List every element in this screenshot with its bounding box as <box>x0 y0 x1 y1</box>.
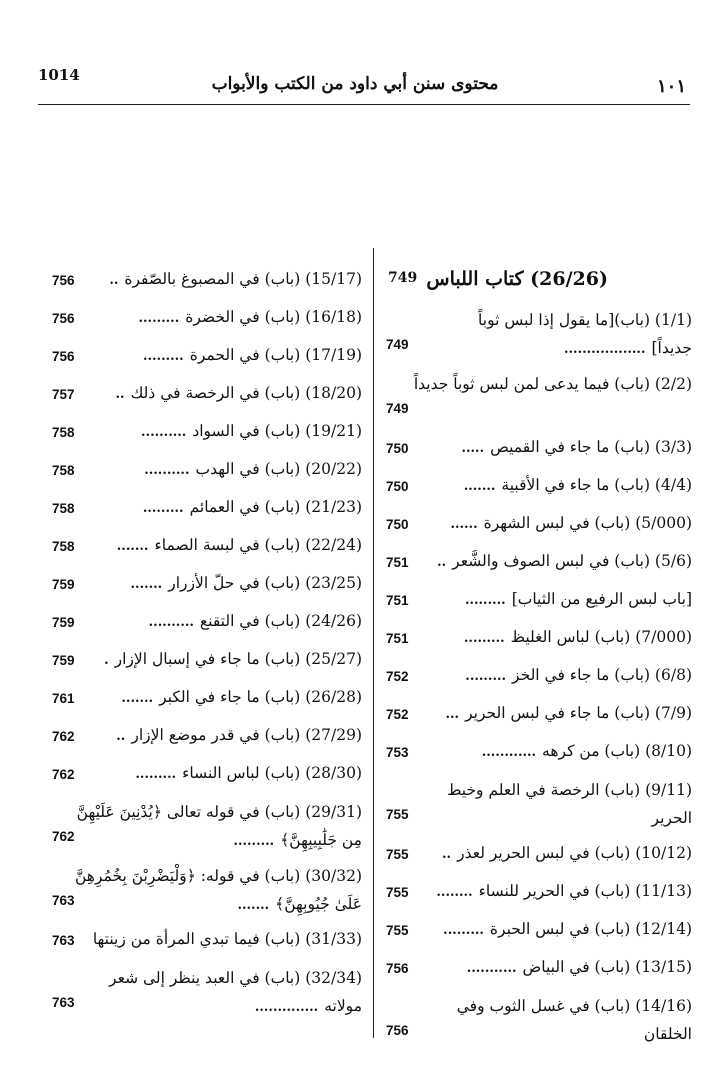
toc-entry <box>40 960 368 1024</box>
toc-entry-page-number: 762 <box>52 729 75 744</box>
toc-entry-label: (13/15) (باب) في البياض <box>522 958 692 976</box>
toc-leader-dots: .............. <box>254 1000 319 1015</box>
toc-entry <box>380 366 698 430</box>
toc-entry <box>40 718 368 756</box>
toc-entry-title <box>66 646 362 674</box>
toc-entry-label: (9/11) (باب) الرخصة في العلم وخيط الحرير <box>447 781 692 827</box>
page-number-latin: 1014 <box>38 66 80 84</box>
toc-entry-page-number: 749 <box>386 401 409 416</box>
toc-entry-page-number: 758 <box>52 539 75 554</box>
toc-entry-title <box>66 342 362 370</box>
toc-leader-dots: . <box>104 653 109 668</box>
toc-entry-label: (3/3) (باب) ما جاء في القميص <box>490 438 692 456</box>
toc-entry-page-number: 750 <box>386 441 409 456</box>
toc-entry-page-number: 749 <box>386 337 409 352</box>
toc-entry-title <box>66 760 362 788</box>
toc-entry-page-number: 763 <box>52 995 75 1010</box>
toc-leader-dots: ...... <box>450 517 478 532</box>
toc-entry-label: (2/2) (باب) فيما يدعى لمن لبس ثوباً جديداً <box>413 375 692 393</box>
toc-entry-page-number: 756 <box>52 311 75 326</box>
toc-entry-label: (19/21) (باب) في السواد <box>192 422 362 440</box>
toc-entry <box>40 858 368 922</box>
toc-entry-page-number: 755 <box>386 807 409 822</box>
toc-entry <box>380 734 698 772</box>
toc-entry-page-number: 756 <box>52 349 75 364</box>
toc-entry-page-number: 758 <box>52 463 75 478</box>
toc-leader-dots: ......... <box>463 631 505 646</box>
toc-entry <box>40 414 368 452</box>
toc-leader-dots: ......... <box>233 834 275 849</box>
toc-entry-label: (10/12) (باب) في لبس الحرير لعذر <box>457 844 692 862</box>
toc-entry-title <box>66 862 362 920</box>
toc-entry <box>380 582 698 620</box>
toc-entry-page-number: 751 <box>386 593 409 608</box>
toc-entry <box>40 490 368 528</box>
toc-entry <box>380 772 698 836</box>
toc-leader-dots: ....... <box>237 898 270 913</box>
toc-entry-label: (1/1) (باب)[ما يقول إذا لبس ثوباً جديداً] <box>478 311 692 357</box>
toc-entry-label: (28/30) (باب) لباس النساء <box>182 764 362 782</box>
toc-entry-label: (30/32) (باب) في قوله: ﴿وَلْيَضْرِبْنَ بِخُمُرِهِنَّ عَلَىٰ جُيُوبِهِنَّ﴾ <box>74 867 362 913</box>
toc-leader-dots: ......... <box>142 501 184 516</box>
toc-entry-label: (6/8) (باب) ما جاء في الخز <box>512 666 692 684</box>
toc-entry-label: (11/13) (باب) في الحرير للنساء <box>478 882 692 900</box>
toc-leader-dots: .. <box>442 847 452 862</box>
toc-column-right <box>380 262 698 1052</box>
toc-entry <box>40 300 368 338</box>
toc-leader-dots: ....... <box>463 479 496 494</box>
toc-leader-dots: ......... <box>138 311 180 326</box>
toc-entry-page-number: 759 <box>52 577 75 592</box>
toc-entry-page-number: 758 <box>52 501 75 516</box>
toc-entry-page-number: 759 <box>52 653 75 668</box>
toc-leader-dots: .. <box>437 555 447 570</box>
toc-leader-dots: ....... <box>130 577 163 592</box>
toc-entry-page-number: 759 <box>52 615 75 630</box>
toc-leader-dots: ....... <box>116 539 149 554</box>
toc-entry-label: (24/26) (باب) في التقنع <box>199 612 362 630</box>
toc-entry-page-number: 756 <box>386 1023 409 1038</box>
toc-entry-title <box>406 662 692 690</box>
toc-entry-label: (16/18) (باب) في الخضرة <box>185 308 362 326</box>
toc-leader-dots: ......... <box>135 767 177 782</box>
header-rule <box>38 104 690 105</box>
toc-column-left <box>40 262 368 1024</box>
toc-leader-dots: ........... <box>466 961 517 976</box>
toc-entry-title <box>406 548 692 576</box>
chapter-title: (26/26) كتاب اللباس <box>426 268 608 290</box>
chapter-page-number: 749 <box>388 270 418 286</box>
toc-entry-title <box>66 684 362 712</box>
toc-entry-title <box>66 380 362 408</box>
toc-entry-page-number: 757 <box>52 387 75 402</box>
toc-leader-dots: ..... <box>461 441 485 456</box>
toc-entry <box>380 912 698 950</box>
toc-entry <box>380 874 698 912</box>
toc-entry <box>380 506 698 544</box>
toc-entry-label: (5/000) (باب) في لبس الشهرة <box>483 514 692 532</box>
toc-entry-title <box>406 916 692 944</box>
toc-entry-title <box>406 624 692 652</box>
toc-leader-dots: ......... <box>142 349 184 364</box>
toc-entry-page-number: 756 <box>52 273 75 288</box>
toc-entry <box>380 302 698 366</box>
toc-leader-dots: ......... <box>464 593 506 608</box>
toc-entry-label: (15/17) (باب) في المصبوغ بالصّفرة <box>124 270 362 288</box>
toc-entry <box>380 430 698 468</box>
toc-entry-title <box>406 434 692 462</box>
toc-entry-title <box>406 586 692 614</box>
toc-entry-page-number: 763 <box>52 933 75 948</box>
toc-entry <box>40 680 368 718</box>
toc-leader-dots: ............ <box>481 745 537 760</box>
toc-entry-label: (17/19) (باب) في الحمرة <box>189 346 362 364</box>
toc-entry-title <box>406 700 692 728</box>
toc-leader-dots: ....... <box>121 691 154 706</box>
toc-entry-label: (22/24) (باب) في لبسة الصماء <box>154 536 362 554</box>
toc-entry-page-number: 762 <box>52 829 75 844</box>
toc-entry-title <box>406 840 692 868</box>
toc-entry-title <box>66 532 362 560</box>
toc-entry <box>40 338 368 376</box>
toc-entry-page-number: 755 <box>386 885 409 900</box>
toc-entry-page-number: 751 <box>386 555 409 570</box>
toc-entry-label: (25/27) (باب) ما جاء في إسبال الإزار <box>114 650 362 668</box>
toc-entry-title <box>66 722 362 750</box>
toc-entry <box>380 658 698 696</box>
toc-entry-label: (29/31) (باب) في قوله تعالى ﴿يُدْنِينَ عَلَيْهِنَّ مِن جَلَٰبِيبِهِنَّ﴾ <box>76 803 362 849</box>
toc-entry-title <box>66 494 362 522</box>
toc-entry-label: (20/22) (باب) في الهدب <box>195 460 362 478</box>
toc-entry-label: (14/16) (باب) في غسل الثوب وفي الخلقان <box>456 997 692 1043</box>
toc-leader-dots: ... <box>445 707 460 722</box>
toc-entry <box>40 452 368 490</box>
toc-entry-label: [باب لبس الرفيع من الثياب] <box>511 590 692 608</box>
toc-entry <box>380 696 698 734</box>
toc-entry-title <box>406 954 692 982</box>
toc-entry <box>380 988 698 1052</box>
toc-entry <box>380 468 698 506</box>
toc-entry-title <box>406 306 692 364</box>
toc-entry-label: (7/000) (باب) لباس الغليظ <box>510 628 692 646</box>
toc-entry-label: (5/6) (باب) في لبس الصوف والشَّعر <box>452 552 692 570</box>
toc-entry-title <box>406 878 692 906</box>
toc-entry-title <box>66 456 362 484</box>
toc-entry-page-number: 763 <box>52 893 75 908</box>
toc-entry-label: (26/28) (باب) ما جاء في الكبر <box>159 688 362 706</box>
column-divider <box>373 248 374 1038</box>
toc-entry-title <box>66 608 362 636</box>
toc-entry <box>40 794 368 858</box>
toc-entry-page-number: 758 <box>52 425 75 440</box>
toc-entry-page-number: 755 <box>386 923 409 938</box>
toc-entry-title <box>406 776 692 832</box>
toc-entry-page-number: 755 <box>386 847 409 862</box>
toc-entry-label: (12/14) (باب) في لبس الحبرة <box>489 920 692 938</box>
toc-entry-page-number: 750 <box>386 479 409 494</box>
toc-entry <box>40 756 368 794</box>
toc-entry-title <box>66 266 362 294</box>
toc-entry-label: (4/4) (باب) ما جاء في الأقبية <box>501 476 692 494</box>
toc-entry <box>40 604 368 642</box>
toc-entry <box>40 528 368 566</box>
toc-entry-label: (23/25) (باب) في حلّ الأزرار <box>168 574 362 592</box>
toc-entry-page-number: 753 <box>386 745 409 760</box>
toc-leader-dots: .......... <box>141 425 187 440</box>
toc-entry <box>380 620 698 658</box>
toc-leader-dots: .. <box>116 729 126 744</box>
toc-leader-dots: .......... <box>148 615 194 630</box>
toc-entry-title <box>406 510 692 538</box>
toc-entry-label: (31/33) (باب) فيما تبدي المرأة من زينتها <box>92 930 362 948</box>
toc-leader-dots: ......... <box>443 923 484 938</box>
toc-entry-title <box>66 964 362 1022</box>
toc-entry-label: (8/10) (باب) من كرهه <box>542 742 692 760</box>
toc-entry-title <box>406 992 692 1048</box>
toc-entry-title <box>66 418 362 446</box>
toc-entry-title <box>66 926 362 952</box>
toc-entry-title <box>66 798 362 856</box>
toc-entry-label: (18/20) (باب) في الرخصة في ذلك <box>130 384 362 402</box>
toc-leader-dots: .. <box>115 387 125 402</box>
toc-entry-title <box>66 570 362 598</box>
toc-entry-page-number: 750 <box>386 517 409 532</box>
toc-entry <box>40 922 368 960</box>
toc-entry <box>40 566 368 604</box>
toc-entry-label: (21/23) (باب) في العمائم <box>189 498 362 516</box>
toc-leader-dots: ......... <box>465 669 507 684</box>
toc-entry-page-number: 761 <box>52 691 75 706</box>
toc-entry-label: (32/34) (باب) في العبد ينظر إلى شعر مولاته <box>109 969 362 1015</box>
toc-entry <box>40 262 368 300</box>
toc-entry-page-number: 752 <box>386 707 409 722</box>
toc-entry-page-number: 756 <box>386 961 409 976</box>
toc-entry-page-number: 752 <box>386 669 409 684</box>
toc-entry <box>380 544 698 582</box>
toc-entry-title <box>406 472 692 500</box>
page-number-arabic: ١٠١ <box>656 76 686 97</box>
running-header-title: محتوى سنن أبي داود من الكتب والأبواب <box>211 74 499 94</box>
toc-leader-dots: .. <box>109 273 119 288</box>
toc-entry-title <box>406 738 692 766</box>
toc-entry-title <box>406 370 692 398</box>
toc-entry-title <box>66 304 362 332</box>
toc-leader-dots: .................. <box>564 342 646 357</box>
toc-entry <box>40 642 368 680</box>
toc-entry-label: (7/9) (باب) ما جاء في لبس الحرير <box>465 704 692 722</box>
toc-entry <box>40 376 368 414</box>
toc-entry <box>380 836 698 874</box>
toc-leader-dots: ........ <box>436 885 473 900</box>
toc-leader-dots: .......... <box>144 463 190 478</box>
toc-entry-label: (27/29) (باب) في قدر موضع الإزار <box>131 726 362 744</box>
chapter-heading <box>380 262 698 302</box>
toc-entry-page-number: 762 <box>52 767 75 782</box>
toc-entry-page-number: 751 <box>386 631 409 646</box>
toc-entry <box>380 950 698 988</box>
